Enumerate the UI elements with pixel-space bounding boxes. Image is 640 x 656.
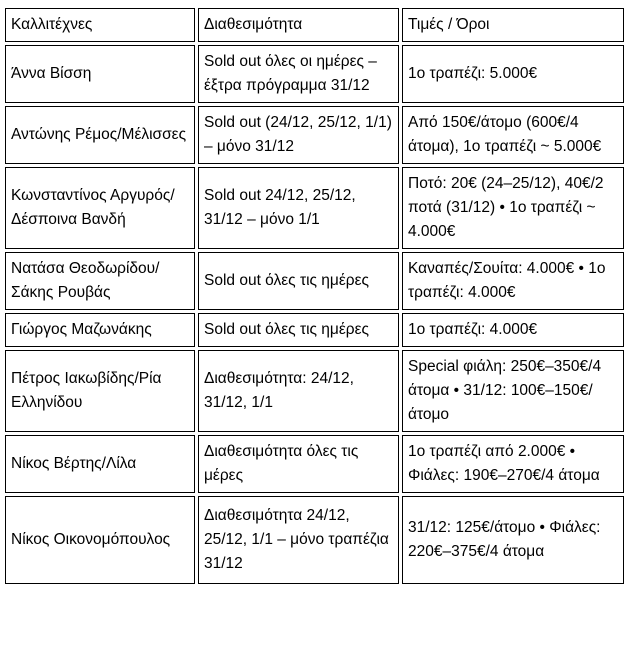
table-row xyxy=(5,313,624,347)
price-cell: 31/12: 125€/άτομο • Φιάλες: 220€–375€/4 άτομα xyxy=(402,496,624,584)
availability-cell: Διαθεσιμότητα όλες τις μέρες xyxy=(198,435,399,493)
table-row xyxy=(5,45,624,103)
availability-cell: Sold out (24/12, 25/12, 1/1) – μόνο 31/12 xyxy=(198,106,399,164)
price-cell: 1ο τραπέζι: 5.000€ xyxy=(402,45,624,103)
availability-cell: Sold out όλες τις ημέρες xyxy=(198,313,399,347)
availability-cell: Sold out 24/12, 25/12, 31/12 – μόνο 1/1 xyxy=(198,167,399,249)
availability-cell: Διαθεσιμότητα: 24/12, 31/12, 1/1 xyxy=(198,350,399,432)
artist-cell: Αντώνης Ρέμος/Μέλισσες xyxy=(5,106,195,164)
table-row xyxy=(5,496,624,584)
artist-cell: Πέτρος Ιακωβίδης/Ρία Ελληνίδου xyxy=(5,350,195,432)
table-row xyxy=(5,106,624,164)
artist-cell: Γιώργος Μαζωνάκης xyxy=(5,313,195,347)
header-row xyxy=(5,8,624,42)
price-cell: Special φιάλη: 250€–350€/4 άτομα • 31/12: 100€–150€/άτομο xyxy=(402,350,624,432)
price-cell: Ποτό: 20€ (24–25/12), 40€/2 ποτά (31/12) • 1ο τραπέζι ~ 4.000€ xyxy=(402,167,624,249)
price-cell: 1ο τραπέζι: 4.000€ xyxy=(402,313,624,347)
availability-cell: Sold out όλες τις ημέρες xyxy=(198,252,399,310)
column-header-availability: Διαθεσιμότητα xyxy=(198,8,399,42)
table-row xyxy=(5,350,624,432)
column-header-artists: Καλλιτέχνες xyxy=(5,8,195,42)
artist-cell: Νατάσα Θεοδωρίδου/Σάκης Ρουβάς xyxy=(5,252,195,310)
price-cell: 1ο τραπέζι από 2.000€ • Φιάλες: 190€–270€/4 άτομα xyxy=(402,435,624,493)
price-cell: Από 150€/άτομο (600€/4 άτομα), 1ο τραπέζι ~ 5.000€ xyxy=(402,106,624,164)
column-header-prices: Τιμές / Όροι xyxy=(402,8,624,42)
table-row xyxy=(5,252,624,310)
artists-pricing-table xyxy=(2,5,627,587)
availability-cell: Sold out όλες οι ημέρες – έξτρα πρόγραμμα 31/12 xyxy=(198,45,399,103)
price-cell: Καναπές/Σουίτα: 4.000€ • 1ο τραπέζι: 4.000€ xyxy=(402,252,624,310)
table-row xyxy=(5,435,624,493)
table-row xyxy=(5,167,624,249)
artist-cell: Νίκος Οικονομόπουλος xyxy=(5,496,195,584)
artist-cell: Νίκος Βέρτης/Λίλα xyxy=(5,435,195,493)
availability-cell: Διαθεσιμότητα 24/12, 25/12, 1/1 – μόνο τραπέζια 31/12 xyxy=(198,496,399,584)
artist-cell: Άννα Βίσση xyxy=(5,45,195,103)
artist-cell: Κωνσταντίνος Αργυρός/Δέσποινα Βανδή xyxy=(5,167,195,249)
